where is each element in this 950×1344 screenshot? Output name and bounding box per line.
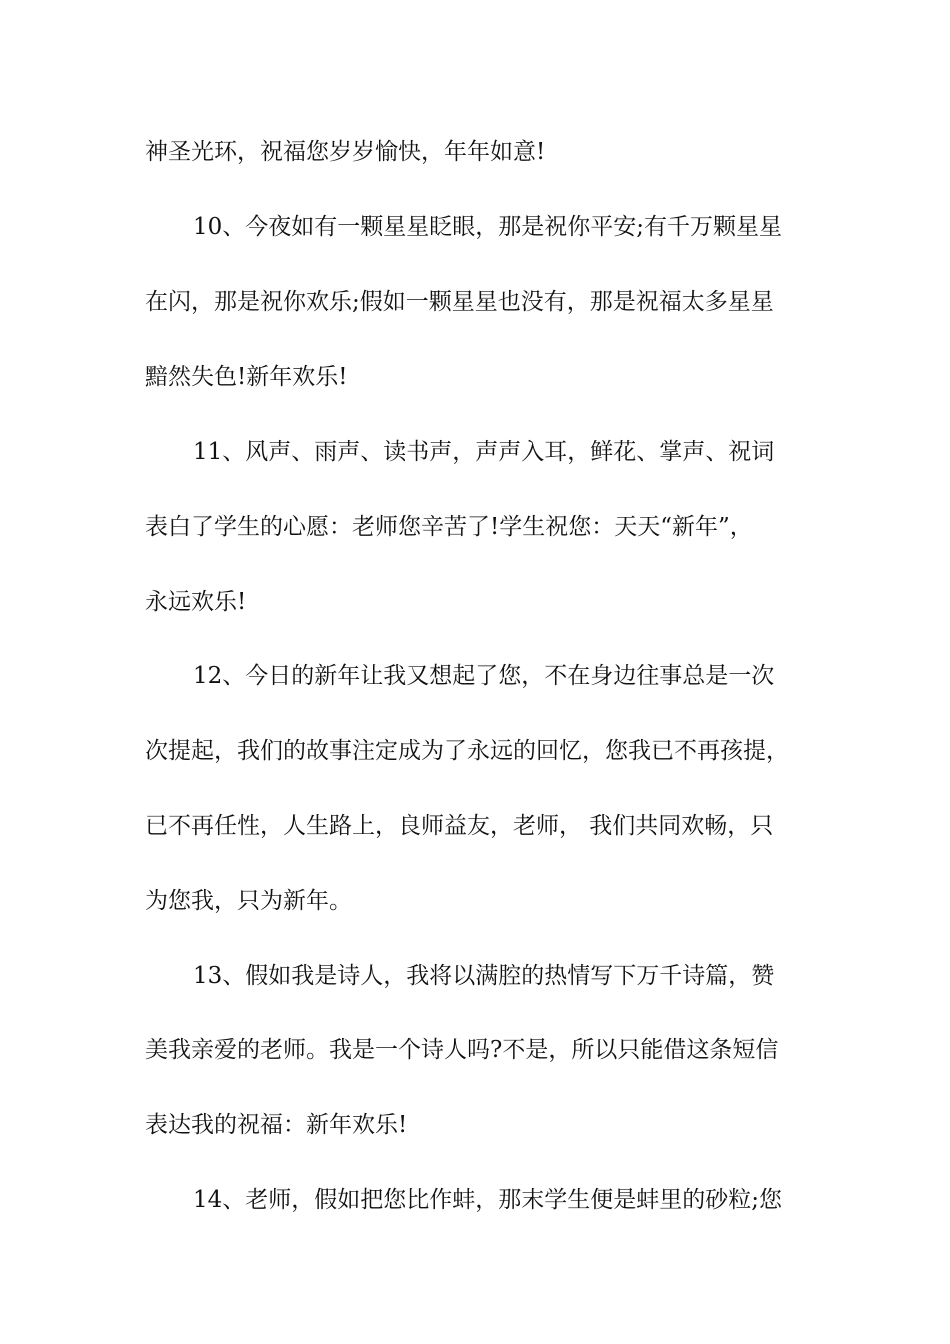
- text-line: 13、假如我是诗人，我将以满腔的热情写下万千诗篇，赞: [193, 963, 775, 989]
- text-line: 表达我的祝福：新年欢乐!: [145, 1112, 408, 1138]
- text-line: 在闪，那是祝你欢乐;假如一颗星星也没有，那是祝福太多星星: [145, 289, 774, 315]
- text-line: 为您我，只为新年。: [145, 888, 352, 914]
- text-line: 14、老师，假如把您比作蚌，那末学生便是蚌里的砂粒;您: [193, 1187, 783, 1213]
- text-line: 神圣光环，祝福您岁岁愉快，年年如意!: [145, 139, 546, 165]
- text-line: 次提起，我们的故事注定成为了永远的回忆，您我已不再孩提，: [145, 738, 789, 764]
- text-line: 永远欢乐!: [145, 589, 247, 615]
- text-line: 12、今日的新年让我又想起了您，不在身边往事总是一次: [193, 663, 775, 689]
- text-line: 10、今夜如有一颗星星眨眼，那是祝你平安;有千万颗星星: [193, 214, 783, 240]
- text-line: 美我亲爱的老师。我是一个诗人吗?不是，所以只能借这条短信: [145, 1037, 779, 1063]
- text-line: 表白了学生的心愿：老师您辛苦了!学生祝您：天天“新年”，: [145, 514, 753, 540]
- text-line: 已不再任性，人生路上，良师益友，老师， 我们共同欢畅，只: [145, 813, 774, 839]
- text-line: 11、风声、雨声、读书声，声声入耳，鲜花、掌声、祝词: [193, 439, 775, 465]
- text-line: 黯然失色!新年欢乐!: [145, 364, 348, 390]
